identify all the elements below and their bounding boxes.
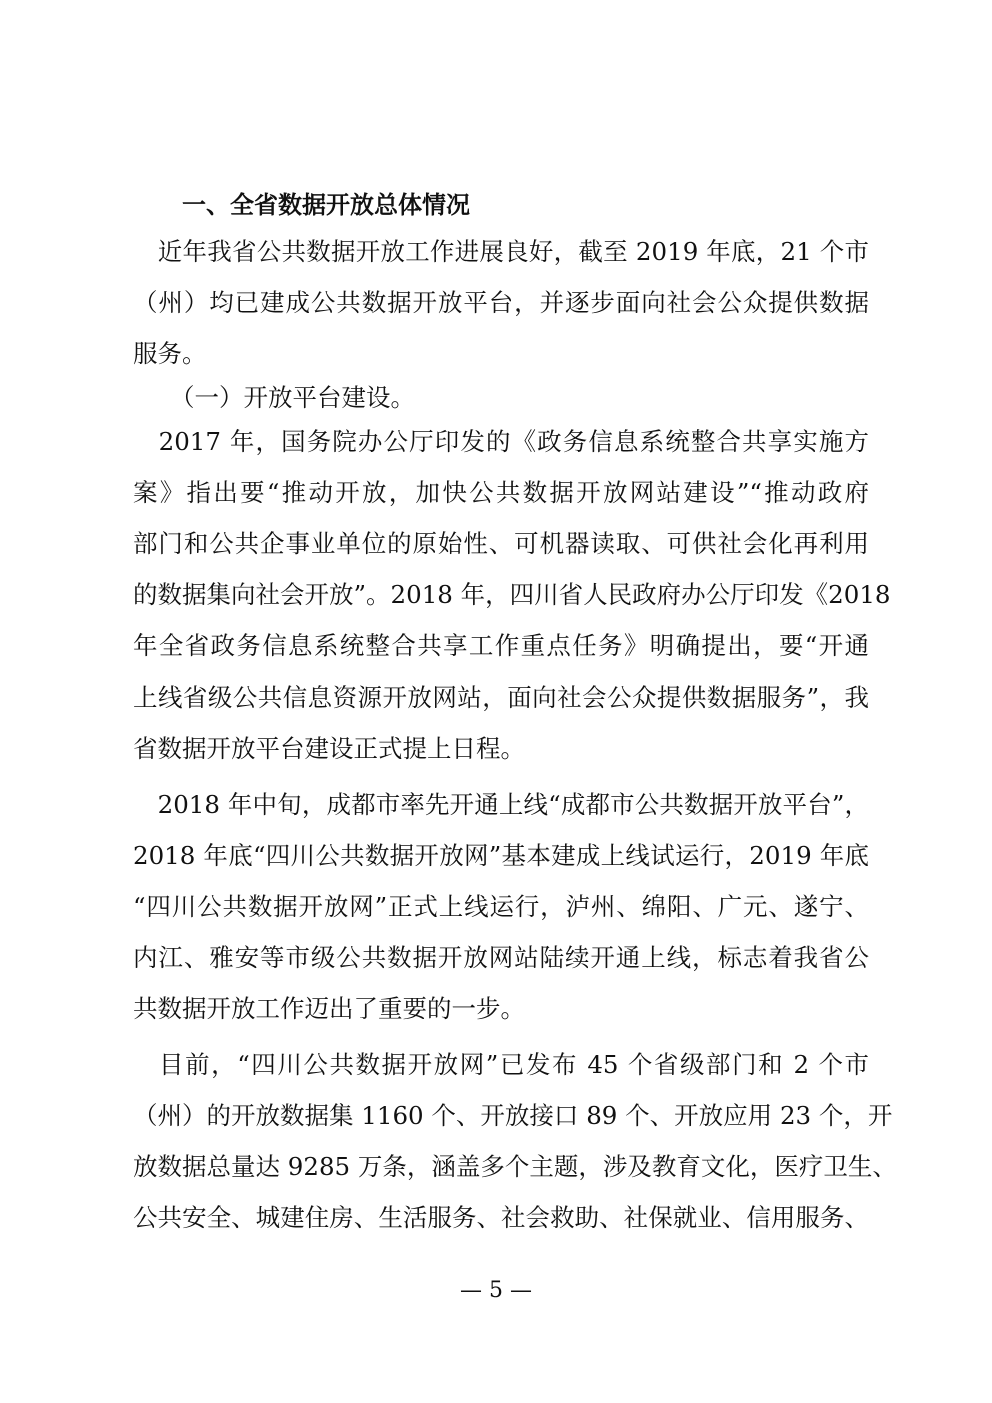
paragraph-line: 2018 年中旬，成都市率先开通上线“成都市公共数据开放平台”， (133, 790, 869, 819)
intro-line: 服务。 (133, 339, 207, 368)
paragraph-line: 的数据集向社会开放”。2018 年，四川省人民政府办公厅印发《2018 (133, 580, 891, 609)
intro-line: （州）均已建成公共数据开放平台，并逐步面向社会公众提供数据 (133, 288, 869, 317)
paragraph-line: 公共安全、城建住房、生活服务、社会救助、社保就业、信用服务、 (133, 1203, 869, 1232)
page-number: — 5 — (460, 1278, 532, 1303)
paragraph-line: 上线省级公共信息资源开放网站，面向社会公众提供数据服务”，我 (133, 683, 869, 712)
paragraph-line: 共数据开放工作迈出了重要的一步。 (133, 994, 525, 1023)
paragraph-line: “四川公共数据开放网”正式上线运行，泸州、绵阳、广元、遂宁、 (133, 892, 869, 921)
paragraph-line: 年全省政务信息系统整合共享工作重点任务》明确提出，要“开通 (133, 631, 869, 660)
subsection-heading: （一）开放平台建设。 (170, 383, 415, 412)
paragraph-line: 案》指出要“推动开放，加快公共数据开放网站建设”“推动政府 (133, 478, 869, 507)
paragraph-line: 放数据总量达 9285 万条，涵盖多个主题，涉及教育文化，医疗卫生、 (133, 1152, 897, 1181)
paragraph-line: 目前，“四川公共数据开放网”已发布 45 个省级部门和 2 个市 (133, 1050, 869, 1079)
section-heading: 一、全省数据开放总体情况 (182, 191, 470, 219)
paragraph-line: 2017 年，国务院办公厅印发的《政务信息系统整合共享实施方 (133, 427, 869, 456)
paragraph-line: 省数据开放平台建设正式提上日程。 (133, 734, 525, 763)
intro-line: 近年我省公共数据开放工作进展良好，截至 2019 年底，21 个市 (133, 237, 869, 266)
paragraph-line: 部门和公共企事业单位的原始性、可机器读取、可供社会化再利用 (133, 529, 869, 558)
paragraph-line: （州）的开放数据集 1160 个、开放接口 89 个、开放应用 23 个，开 (133, 1101, 893, 1130)
paragraph-line: 2018 年底“四川公共数据开放网”基本建成上线试运行，2019 年底 (133, 841, 869, 870)
paragraph-line: 内江、雅安等市级公共数据开放网站陆续开通上线，标志着我省公 (133, 943, 869, 972)
